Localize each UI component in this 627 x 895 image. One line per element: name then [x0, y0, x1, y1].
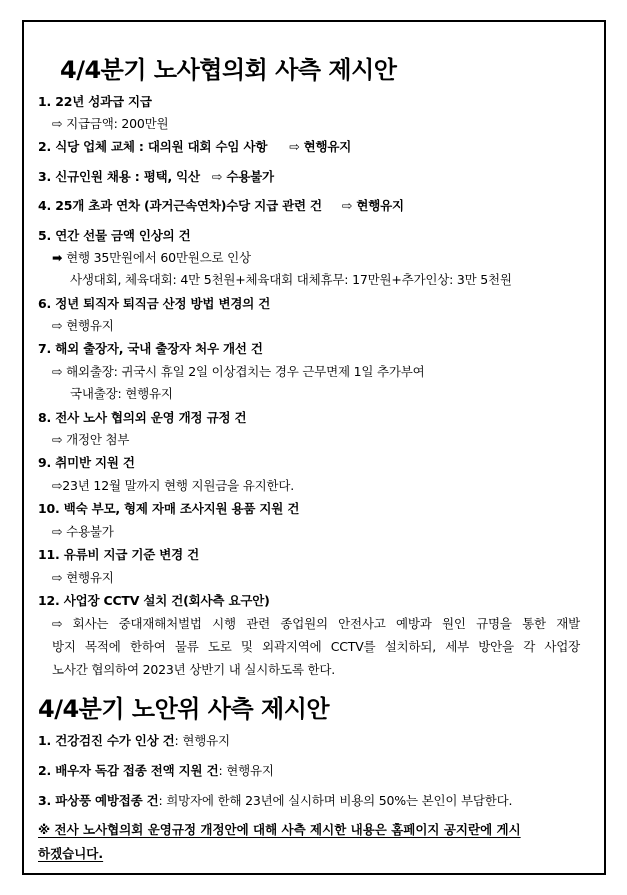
arrow-icon: ⇨: [52, 478, 63, 493]
item-12-heading: 12. 사업장 CCTV 설치 건(회사측 요구안): [38, 593, 270, 608]
item-8-detail: ⇨ 개정안 첨부: [52, 432, 130, 447]
arrow-icon: ➡: [52, 250, 63, 265]
safety-item-1: 1. 건강검진 수가 인상 건: 현행유지: [38, 733, 230, 748]
document-title-labor: 4/4분기 노사협의회 사측 제시안: [60, 56, 397, 84]
arrow-icon: ⇨: [211, 169, 223, 184]
arrow-icon: ⇨: [52, 318, 63, 333]
arrow-icon: ⇨: [52, 616, 63, 631]
item-7-detail: ⇨ 해외출장: 귀국시 휴일 2일 이상겹치는 경우 근무면제 1일 추가부여: [52, 364, 425, 379]
safety-item-3: 3. 파상풍 예방접종 건: 희망자에 한해 23년에 실시하며 비용의 50%는 본인이 부담한다.: [38, 793, 513, 808]
document-title-safety: 4/4분기 노안위 사측 제시안: [38, 695, 330, 723]
item-7-detail-2: 국내출장: 현행유지: [70, 386, 173, 401]
arrow-icon: ⇨: [289, 139, 300, 154]
item-6-detail: ⇨ 현행유지: [52, 318, 114, 333]
item-9-heading: 9. 취미반 지원 건: [38, 455, 135, 470]
item-10-detail: ⇨ 수용불가: [52, 524, 114, 539]
notice-line-2: 하겠습니다.: [38, 846, 104, 861]
arrow-icon: ⇨: [52, 432, 63, 447]
notice-line-1: ※ 전사 노사협의회 운영규정 개정안에 대해 사측 제시한 내용은 홈페이지 공지란에 게시: [38, 822, 521, 837]
arrow-icon: ⇨: [341, 198, 353, 213]
item-12-detail-2: 방지 목적에 한하여 물류 도로 및 외곽지역에 CCTV를 설치하되, 세부 방안을 각 사업장: [52, 639, 580, 654]
item-10-heading: 10. 백숙 부모, 형제 자매 조사지원 용품 지원 건: [38, 501, 300, 516]
item-12-detail: ⇨ 회사는 중대재해처벌법 시행 관련 종업원의 안전사고 예방과 원인 규명을 통한 재발: [52, 616, 580, 631]
arrow-icon: ⇨: [52, 524, 63, 539]
item-5-detail-2: 사생대회, 체육대회: 4만 5천원+체육대회 대체휴무: 17만원+추가인상: 3만 5천원: [70, 272, 512, 287]
safety-item-2: 2. 배우자 독감 접종 전액 지원 건: 현행유지: [38, 763, 274, 778]
item-2-heading: 2. 식당 업체 교체 : 대의원 대회 수임 사항 ⇨ 현행유지: [38, 139, 352, 154]
arrow-icon: ⇨: [52, 570, 63, 585]
item-4-heading: 4. 25개 초과 연차 (과거근속연차)수당 지급 관련 건 ⇨ 현행유지: [38, 198, 404, 213]
arrow-icon: ⇨: [52, 116, 63, 131]
item-12-detail-3: 노사간 협의하여 2023년 상반기 내 실시하도록 한다.: [52, 662, 336, 677]
item-7-heading: 7. 해외 출장자, 국내 출장자 처우 개선 건: [38, 341, 263, 356]
item-5-detail: ➡ 현행 35만원에서 60만원으로 인상: [52, 250, 251, 265]
item-1-heading: 1. 22년 성과급 지급: [38, 94, 152, 109]
item-11-heading: 11. 유류비 지급 기준 변경 건: [38, 547, 200, 562]
item-6-heading: 6. 정년 퇴직자 퇴직금 산정 방법 변경의 건: [38, 296, 271, 311]
item-8-heading: 8. 전사 노사 협의외 운영 개정 규정 건: [38, 410, 247, 425]
item-3-heading: 3. 신규인원 채용 : 평택, 익산 ⇨ 수용불가: [38, 169, 274, 184]
item-1-detail: ⇨ 지급금액: 200만원: [52, 116, 169, 131]
arrow-icon: ⇨: [52, 364, 63, 379]
item-5-heading: 5. 연간 선물 금액 인상의 건: [38, 228, 191, 243]
item-11-detail: ⇨ 현행유지: [52, 570, 114, 585]
item-9-detail: ⇨23년 12월 말까지 현행 지원금을 유지한다.: [52, 478, 295, 493]
